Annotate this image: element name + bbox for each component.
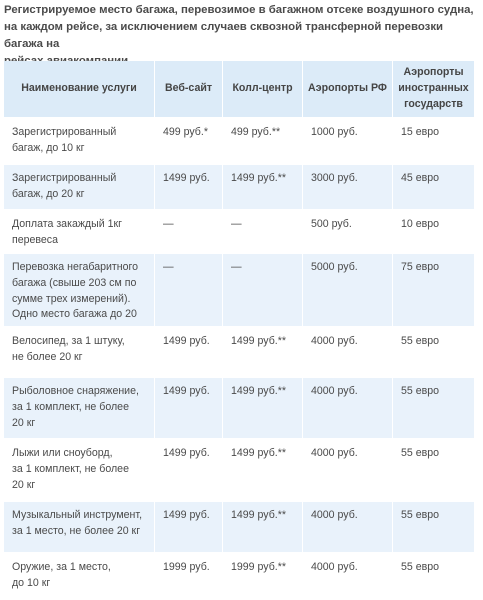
website-price-cell: 1499 руб. [155, 326, 223, 376]
call-center-price-cell: 1499 руб.** [223, 500, 303, 552]
russian-airport-price-cell: 4000 руб. [303, 326, 393, 376]
header-russian-airports [303, 61, 393, 117]
call-center-price-cell: — [223, 209, 303, 252]
service-name-line: Велосипед, за 1 штуку, [12, 335, 125, 347]
intro-text [4, 2, 480, 70]
header-text: Наименование услуги [21, 82, 137, 95]
service-name-line: Рыболовное снаряжение, [12, 385, 139, 397]
service-name-cell [4, 117, 155, 163]
call-center-price-cell: 1499 руб.** [223, 438, 303, 500]
table-row [4, 376, 475, 438]
call-center-price-cell: 1499 руб.** [223, 163, 303, 209]
website-price-cell: 1499 руб. [155, 438, 223, 500]
russian-airport-price-cell: 4000 руб. [303, 500, 393, 552]
service-name-cell [4, 438, 155, 500]
table-row [4, 163, 475, 209]
service-name-line: перевеса [12, 233, 59, 246]
header-foreign-airports [393, 61, 475, 117]
service-name-line: багаж, до 20 кг [12, 187, 85, 200]
service-name-cell [4, 376, 155, 438]
service-name-line: не более 20 кг [12, 350, 83, 363]
foreign-airport-price-cell: 55 евро [393, 552, 475, 598]
call-center-price-cell: 1499 руб.** [223, 326, 303, 376]
website-price-cell: — [155, 252, 223, 326]
header-text: Аэропорты РФ [308, 82, 387, 95]
service-name-cell [4, 163, 155, 209]
table-row [4, 209, 475, 252]
service-name-cell [4, 252, 155, 326]
header-text: иностранных [398, 82, 469, 95]
intro-line-2: на каждом рейсе, за исключением случаев сквозной трансферной перевозки багажа на [4, 21, 444, 50]
service-name-line: 20 кг [12, 478, 36, 491]
table-row [4, 552, 475, 598]
header-text: Веб-сайт [164, 82, 213, 95]
service-name-cell [4, 209, 155, 252]
header-text: государств [404, 97, 463, 110]
service-name-line: Оружие, за 1 место, [12, 561, 111, 573]
website-price-cell: — [155, 209, 223, 252]
foreign-airport-price-cell: 55 евро [393, 376, 475, 438]
service-name-line: Зарегистрированный [12, 126, 117, 138]
header-text: Колл-центр [232, 82, 293, 95]
service-name-line: за 1 комплект, не более [12, 462, 129, 475]
service-name-line: багажа (свыше 203 см по [12, 276, 137, 289]
table-row [4, 500, 475, 552]
service-name-line: Одно место багажа до 20 [12, 308, 137, 321]
service-name-line: Доплата закаждый 1кг [12, 218, 122, 230]
call-center-price-cell: 1999 руб.** [223, 552, 303, 598]
service-name-line: сумме трех измерений). [12, 292, 131, 305]
russian-airport-price-cell: 3000 руб. [303, 163, 393, 209]
table-body [4, 117, 475, 598]
service-name-cell [4, 552, 155, 598]
foreign-airport-price-cell: 15 евро [393, 117, 475, 163]
header-call-center [223, 61, 303, 117]
service-name-cell [4, 500, 155, 552]
service-name-line: багаж, до 10 кг [12, 141, 85, 154]
foreign-airport-price-cell: 45 евро [393, 163, 475, 209]
baggage-tariffs-table [4, 61, 475, 598]
website-price-cell: 1499 руб. [155, 376, 223, 438]
intro-line-1: Регистрируемое место багажа, перевозимое в багажном отсеке воздушного судна, [4, 4, 474, 16]
call-center-price-cell: 1499 руб.** [223, 376, 303, 438]
header-text: Аэропорты [403, 66, 464, 79]
website-price-cell: 499 руб.* [155, 117, 223, 163]
russian-airport-price-cell: 5000 руб. [303, 252, 393, 326]
call-center-price-cell: — [223, 252, 303, 326]
foreign-airport-price-cell: 55 евро [393, 326, 475, 376]
table-header-row [4, 61, 475, 117]
service-name-line: за 1 комплект, не более [12, 400, 129, 413]
website-price-cell: 1499 руб. [155, 163, 223, 209]
website-price-cell: 1999 руб. [155, 552, 223, 598]
header-service-name [4, 61, 155, 117]
service-name-line: за 1 место, не более 20 кг [12, 524, 141, 537]
table-row [4, 117, 475, 163]
foreign-airport-price-cell: 10 евро [393, 209, 475, 252]
website-price-cell: 1499 руб. [155, 500, 223, 552]
russian-airport-price-cell: 500 руб. [303, 209, 393, 252]
russian-airport-price-cell: 4000 руб. [303, 438, 393, 500]
table-row [4, 252, 475, 326]
foreign-airport-price-cell: 55 евро [393, 500, 475, 552]
service-name-line: Перевозка негабаритного [12, 261, 139, 273]
table-row [4, 326, 475, 376]
russian-airport-price-cell: 1000 руб. [303, 117, 393, 163]
russian-airport-price-cell: 4000 руб. [303, 552, 393, 598]
service-name-line: Зарегистрированный [12, 172, 117, 184]
service-name-cell [4, 326, 155, 376]
service-name-line: 20 кг [12, 416, 36, 429]
russian-airport-price-cell: 4000 руб. [303, 376, 393, 438]
header-website [155, 61, 223, 117]
service-name-line: до 10 кг [12, 576, 51, 589]
call-center-price-cell: 499 руб.** [223, 117, 303, 163]
table-row [4, 438, 475, 500]
service-name-line: Лыжи или сноуборд, [12, 447, 113, 459]
foreign-airport-price-cell: 55 евро [393, 438, 475, 500]
foreign-airport-price-cell: 75 евро [393, 252, 475, 326]
service-name-line: Музыкальный инструмент, [12, 509, 143, 521]
